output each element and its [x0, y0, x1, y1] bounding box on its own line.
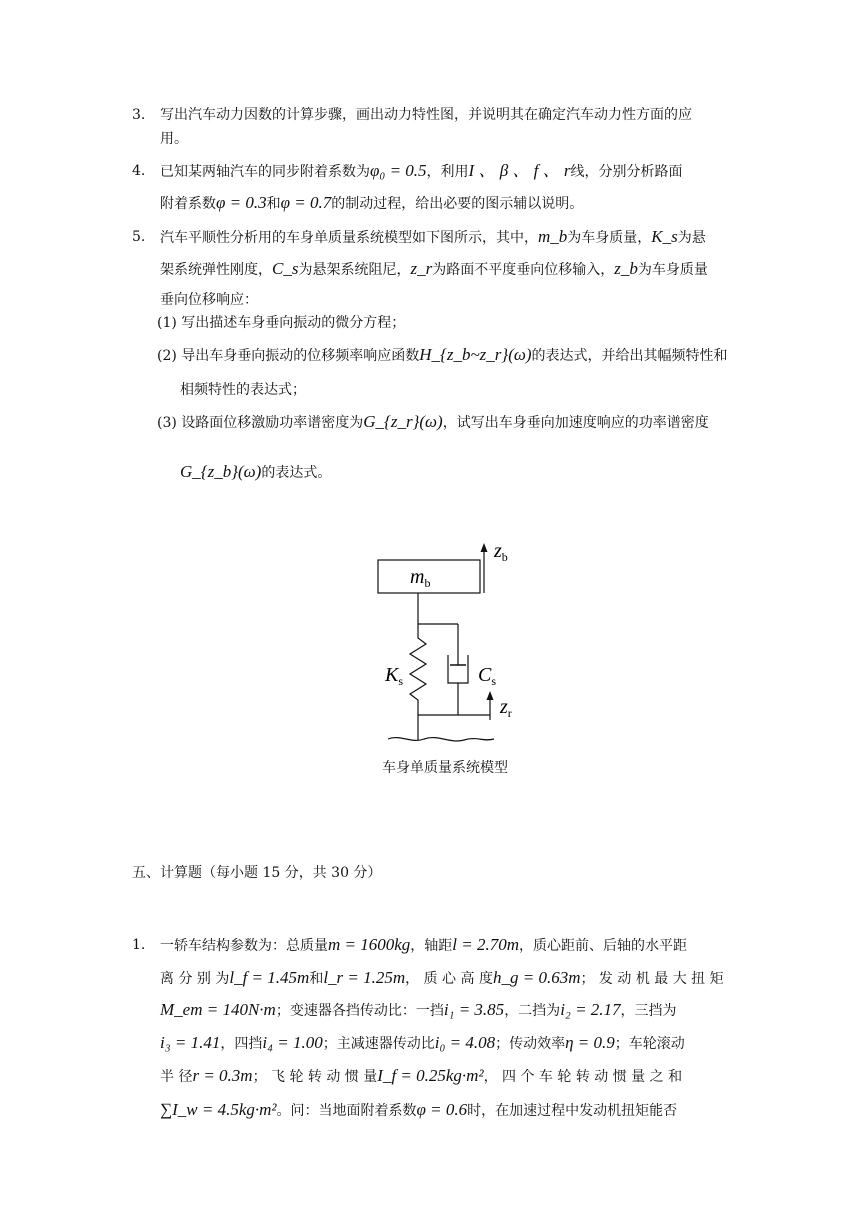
calc1-text: ，质心距前、后轴的水平距	[519, 938, 688, 954]
figure-caption: 车身单质量系统模型	[382, 760, 508, 776]
zb-arrowhead	[481, 543, 488, 552]
q5-line3: 垂向位移响应：	[160, 292, 258, 308]
q4-line1	[160, 161, 683, 182]
calc1-formula: φ = 0.6	[416, 1100, 468, 1119]
q5-formula: G_{z_b}(ω)	[180, 462, 262, 481]
calc1-text: 半 径	[160, 1069, 193, 1085]
calc1-formula: r = 0.3m	[192, 1066, 253, 1085]
q5-subquestion-3	[157, 412, 709, 433]
q3-line2: 用。	[160, 131, 188, 147]
q4-number: 4.	[132, 163, 146, 179]
calc1-line4	[160, 1033, 685, 1054]
q5-text: (2) 导出车身垂向振动的位移频率响应函数	[157, 348, 420, 364]
damper-label: $C_s$	[478, 664, 497, 688]
calc1-text: 一轿车结构参数为：总质量	[160, 938, 328, 954]
q5-text: 的表达式，并给出其幅频特性和	[531, 348, 728, 364]
zr-label: $z_r$	[500, 696, 512, 720]
calc1-text: ，轴距	[410, 938, 453, 954]
calc1-formula: l_f = 1.45m	[229, 968, 310, 987]
q5-formula: H_{z_b~z_r}(ω)	[419, 345, 532, 364]
calc1-text: ，二挡为	[504, 1003, 561, 1019]
q5-symbol: K_s	[651, 227, 678, 246]
q5-number: 5.	[132, 229, 146, 245]
q5-symbol: C_s	[272, 259, 299, 278]
calc1-line6	[160, 1100, 677, 1121]
calc1-formula: I_f = 0.25kg·m²	[377, 1066, 484, 1085]
calc1-text: ，四挡	[220, 1036, 263, 1052]
calc1-text: ， 质 心 高 度	[405, 971, 493, 987]
q4-text: 和	[266, 196, 281, 212]
q4-text: 线，分别分析路面	[570, 164, 683, 180]
q4-formula: φ = 0.3	[216, 193, 267, 212]
spring-label: $K_s$	[385, 664, 404, 688]
q4-line2	[160, 193, 583, 214]
q5-text: 汽车平顺性分析用的车身单质量系统模型如下图所示，其中，	[160, 230, 538, 246]
mass-label: $m_b$	[410, 566, 431, 590]
calc1-number: 1.	[132, 937, 146, 953]
calc1-formula: M_em = 140N·m	[160, 1000, 276, 1019]
q4-text: 附着系数	[160, 196, 216, 212]
suspension-model-diagram	[360, 535, 540, 750]
q5-line2	[160, 259, 708, 280]
q4-formula: φ₀ = 0.5	[370, 161, 427, 180]
q5-text: 为悬	[677, 230, 706, 246]
calc1-text: 离 分 别 为	[160, 971, 230, 987]
q5-text: 架系统弹性刚度，	[160, 262, 272, 278]
q5-symbol: z_r	[410, 259, 433, 278]
calc1-text: ， 四 个 车 轮 转 动 惯 量 之 和	[483, 1069, 683, 1085]
q5-text: 为车身质量	[637, 262, 708, 278]
calc1-text: 时，在加速过程中发动机扭矩能否	[467, 1103, 678, 1119]
q5-text: 为悬架系统阻尼，	[298, 262, 411, 278]
calc1-text: ；传动效率	[495, 1036, 566, 1052]
calc1-line5	[160, 1066, 682, 1087]
q5-text: 的表达式。	[261, 465, 332, 481]
q5-text: 为路面不平度垂向位移输入，	[432, 262, 615, 278]
calc1-text: 。问：当地面附着系数	[276, 1103, 417, 1119]
calc1-line1	[160, 935, 687, 956]
q5-subquestion-2	[157, 345, 728, 366]
q5-subquestion-3-line2	[180, 462, 331, 483]
q4-formula: φ = 0.7	[280, 193, 332, 212]
spring	[410, 624, 426, 715]
q3-line1: 写出汽车动力因数的计算步骤，画出动力特性图，并说明其在确定汽车动力性方面的应	[160, 107, 692, 123]
calc1-text: ； 发 动 机 最 大 扭 矩	[580, 971, 724, 987]
zr-arrowhead	[487, 691, 494, 700]
calc1-formula: i₀ = 4.08	[434, 1033, 496, 1052]
q5-text: 为车身质量，	[567, 230, 652, 246]
q5-line1	[160, 227, 706, 248]
calc1-formula: i₃ = 1.41	[160, 1033, 221, 1052]
q3-number: 3.	[132, 107, 146, 123]
calc1-line2	[160, 968, 724, 989]
calc1-text: ；变速器各挡传动比：一挡	[275, 1003, 444, 1019]
q5-formula: G_{z_r}(ω)	[363, 412, 443, 431]
q4-text: 已知某两轴汽车的同步附着系数为	[160, 164, 370, 180]
calc1-formula: l_r = 1.25m	[323, 968, 406, 987]
calc1-text: ，三挡为	[620, 1003, 677, 1019]
q5-subquestion-2-line2: 相频特性的表达式；	[180, 382, 306, 398]
q4-text: 的制动过程，给出必要的图示辅以说明。	[331, 196, 584, 212]
calc1-text: ；主减速器传动比	[322, 1036, 435, 1052]
zb-label: $z_b$	[494, 540, 508, 564]
calc1-formula: ∑I_w = 4.5kg·m²	[160, 1100, 277, 1119]
q5-symbol: m_b	[538, 227, 568, 246]
road-surface	[388, 738, 494, 741]
calc1-formula: i₄ = 1.00	[262, 1033, 323, 1052]
calc1-formula: i₁ = 3.85	[443, 1000, 505, 1019]
calc1-formula: l = 2.70m	[452, 935, 520, 954]
q4-text: ，利用	[426, 164, 469, 180]
calc1-text: ； 飞 轮 转 动 惯 量	[252, 1069, 378, 1085]
calc1-formula: h_g = 0.63m	[492, 968, 581, 987]
calc1-text: ；车轮滚动	[614, 1036, 685, 1052]
q5-symbol: z_b	[614, 259, 638, 278]
q5-subquestion-1: (1) 写出描述车身垂向振动的微分方程；	[157, 315, 406, 331]
calc1-formula: m = 1600kg	[328, 935, 411, 954]
calc1-line3	[160, 1000, 677, 1021]
q5-text: (3) 设路面位移激励功率谱密度为	[157, 415, 364, 431]
calc1-formula: η = 0.9	[565, 1033, 615, 1052]
calc1-formula: i₂ = 2.17	[560, 1000, 621, 1019]
q5-text: ，试写出车身垂向加速度响应的功率谱密度	[442, 415, 709, 431]
section-title: 五、计算题（每小题 15 分，共 30 分）	[132, 865, 382, 881]
q4-line-names: I 、 β 、 f 、 r	[468, 161, 571, 180]
calc1-text: 和	[309, 971, 324, 987]
